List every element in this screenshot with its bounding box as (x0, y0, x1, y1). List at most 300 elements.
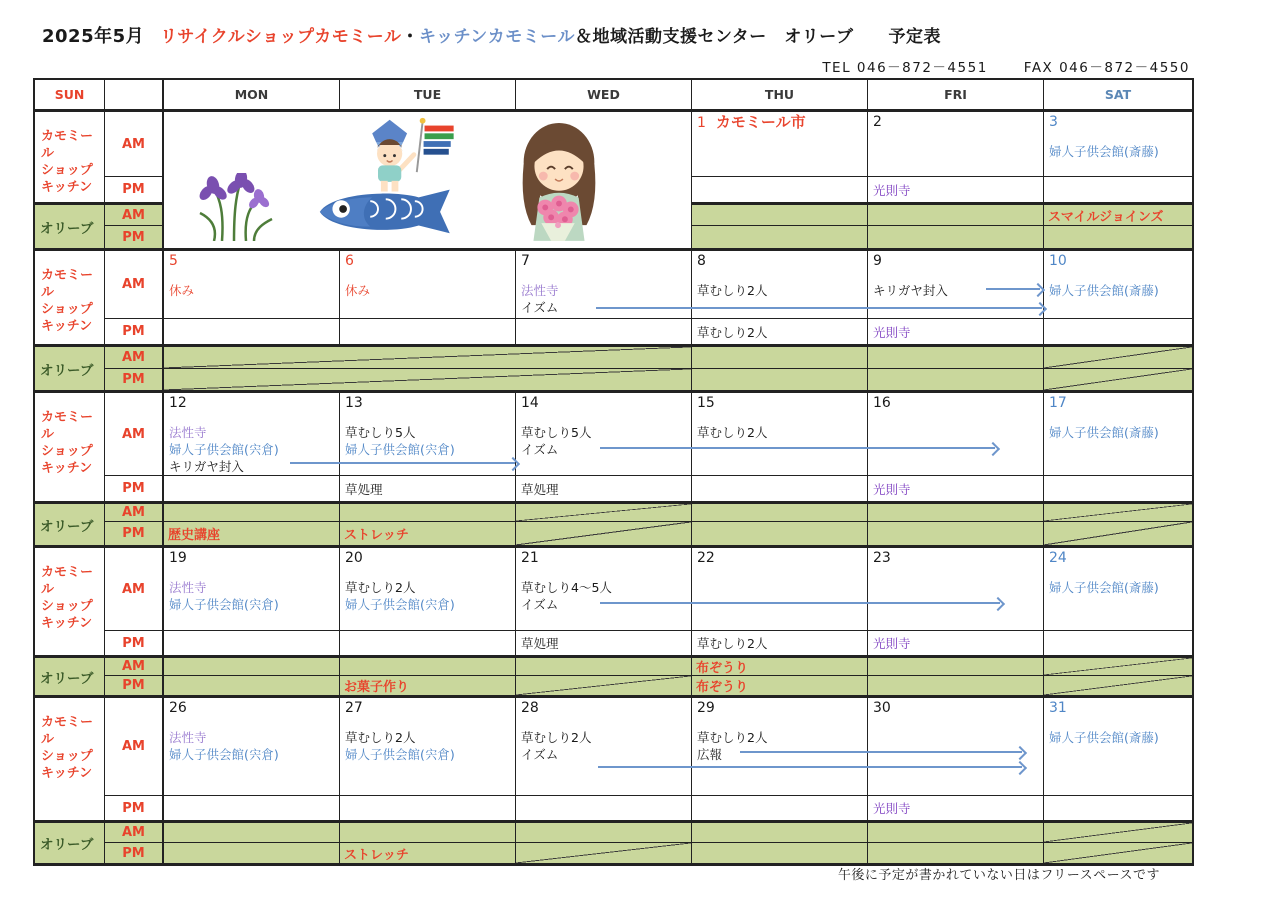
cell-thu-olive-am-w3 (692, 502, 868, 522)
header-mon (164, 80, 340, 110)
shop-label-line: キッチン (41, 766, 93, 781)
title-segment: ・ (401, 27, 419, 47)
row-label-olive (35, 656, 105, 696)
am-entries (340, 270, 515, 299)
cell-thu-olive-pm-w4 (692, 676, 868, 696)
cell-fri-am-w4 (868, 546, 1044, 631)
am-entries (692, 270, 867, 299)
continuation-arrow (986, 288, 1040, 290)
am-entries (1044, 131, 1192, 160)
cell-mon-olive-pm-w3 (164, 522, 340, 546)
row-pm-label (105, 369, 164, 391)
cell-sat-am-w4 (1044, 546, 1192, 631)
cell-tue-olive-pm-w3 (340, 522, 516, 546)
am-entries (340, 717, 515, 763)
cell-tue-am-w5 (340, 696, 516, 796)
cell-wed-am-w5 (516, 696, 692, 796)
date-line (340, 251, 515, 270)
cell-tue-pm-w4 (340, 631, 516, 656)
cell-fri-am-w1 (868, 110, 1044, 177)
am-entries (1044, 717, 1192, 746)
row-label-shop (35, 110, 105, 203)
ampm-label-text: PM (122, 229, 145, 245)
header-ampm-blank (105, 80, 164, 110)
ampm-label-text: PM (122, 635, 145, 651)
am-entries (340, 412, 515, 458)
cell-thu-pm-w4 (692, 631, 868, 656)
continuation-arrow (290, 462, 515, 464)
cell-sat-olive-am-w3 (1044, 502, 1192, 522)
cell-fri-pm-w1 (868, 177, 1044, 203)
ampm-label-text: AM (122, 505, 145, 520)
cell-fri-olive-am-w4 (868, 656, 1044, 676)
cell-wed-olive-pm-w5 (516, 843, 692, 864)
date-number: 16 (873, 395, 891, 411)
cell-fri-am-w3 (868, 391, 1044, 476)
schedule-entry: 草むしり2人 (697, 425, 768, 440)
schedule-entry: 婦人子供会館(宍倉) (169, 442, 279, 457)
cell-mon-am-w5 (164, 696, 340, 796)
cell-mon-olive-am-w5 (164, 821, 340, 843)
date-number: 15 (697, 395, 715, 411)
cell-wed-pm-w2 (516, 319, 692, 345)
cell-thu-olive-pm-w5 (692, 843, 868, 864)
schedule-entry: キリガヤ封入 (169, 459, 244, 474)
am-entries (516, 717, 691, 763)
date-line (1044, 112, 1192, 131)
cell-tue-am-w4 (340, 546, 516, 631)
olive-label-text: オリーブ (40, 362, 94, 379)
continuation-arrow (598, 766, 1022, 768)
cell-thu-olive-am-w4 (692, 656, 868, 676)
cell-sat-am-w2 (1044, 249, 1192, 319)
cell-mon-olive-pm-w4 (164, 676, 340, 696)
olive-entry: お菓子作り (344, 680, 410, 695)
ampm-label-text: AM (122, 207, 145, 223)
cell-sat-olive-pm-w3 (1044, 522, 1192, 546)
shop-label-line: カモミール (41, 410, 94, 442)
date-number: 8 (697, 253, 706, 269)
schedule-entry: 草むしり5人 (521, 425, 592, 440)
shop-label-line: キッチン (41, 616, 93, 631)
schedule-entry: イズム (521, 747, 559, 762)
date-line (868, 251, 1043, 270)
koinobori-boy-illustration (314, 111, 474, 245)
olive-entry: ストレッチ (344, 528, 409, 543)
date-line (1044, 698, 1192, 717)
header-label: FRI (944, 87, 967, 102)
am-entries (1044, 270, 1192, 299)
header-label: MON (234, 87, 269, 102)
schedule-entry: 婦人子供会館(斎藤) (1049, 730, 1159, 745)
date-line (164, 548, 339, 567)
cell-thu-olive-pm-w1 (692, 226, 868, 249)
cell-tue-olive-pm-w5 (340, 843, 516, 864)
cell-wed-olive-pm-w4 (516, 676, 692, 696)
am-entries (340, 567, 515, 613)
cell-wed-pm-w5 (516, 796, 692, 821)
cell-thu-pm-w5 (692, 796, 868, 821)
schedule-entry: 光則寺 (873, 636, 911, 651)
row-am-label (105, 821, 164, 843)
date-number: 2 (873, 114, 882, 130)
cell-sat-olive-pm-w4 (1044, 676, 1192, 696)
date-number: 27 (345, 700, 363, 716)
schedule-entry: 法性寺 (169, 425, 207, 440)
cell-fri-olive-pm-w3 (868, 522, 1044, 546)
continuation-arrow (600, 447, 995, 449)
olive-entry: ストレッチ (344, 847, 409, 863)
header-sun (35, 80, 105, 110)
cell-sat-pm-w3 (1044, 476, 1192, 502)
schedule-entry: 草むしり2人 (345, 730, 416, 745)
cell-fri-pm-w4 (868, 631, 1044, 656)
schedule-entry: 法性寺 (169, 730, 207, 745)
schedule-entry: 草むしり2人 (697, 730, 768, 745)
row-pm-label (105, 676, 164, 696)
date-line (868, 112, 1043, 131)
header-tue (340, 80, 516, 110)
date-number: 21 (521, 550, 539, 566)
date-number: 3 (1049, 114, 1058, 130)
row-label-shop (35, 696, 105, 821)
cell-fri-pm-w2 (868, 319, 1044, 345)
row-am-label (105, 345, 164, 369)
date-number: 5 (169, 253, 178, 269)
date-line (692, 112, 867, 132)
date-line (164, 393, 339, 412)
row-am-label (105, 696, 164, 796)
cell-sat-olive-am-w2 (1044, 345, 1192, 369)
header-wed (516, 80, 692, 110)
cell-mon-am-w2 (164, 249, 340, 319)
cell-sat-olive-pm-w1 (1044, 226, 1192, 249)
schedule-entry: 婦人子供会館(斎藤) (1049, 425, 1159, 440)
olive-entry: 歴史講座 (168, 528, 221, 543)
cell-wed-am-w3 (516, 391, 692, 476)
schedule-entry: 婦人子供会館(宍倉) (345, 442, 455, 457)
am-entries (516, 270, 691, 316)
header-label: SAT (1104, 87, 1132, 102)
date-number: 26 (169, 700, 187, 716)
row-label-olive (35, 345, 105, 391)
date-line (1044, 393, 1192, 412)
schedule-entry: 草むしり5人 (345, 425, 416, 440)
olive-label-text: オリーブ (40, 837, 94, 853)
row-pm-label (105, 843, 164, 864)
schedule-entry: 草むしり2人 (521, 730, 592, 745)
date-number: 13 (345, 395, 363, 411)
cell-sat-pm-w1 (1044, 177, 1192, 203)
cell-mon-pm-w5 (164, 796, 340, 821)
page-title (42, 22, 941, 48)
ampm-label-text: PM (122, 800, 145, 816)
title-segments (160, 27, 941, 47)
contact-info (822, 56, 1190, 76)
cell-fri-olive-pm-w4 (868, 676, 1044, 696)
cell-thu-pm-w1 (692, 177, 868, 203)
ampm-label-text: AM (122, 659, 145, 674)
schedule-entry: 法性寺 (521, 283, 559, 298)
date-line (516, 251, 691, 270)
am-entries (164, 412, 339, 475)
ampm-label-text: PM (122, 678, 145, 693)
schedule-entry: 婦人子供会館(宍倉) (345, 597, 455, 612)
ampm-label-text: PM (122, 182, 145, 197)
header-label: WED (587, 87, 620, 102)
date-line (692, 251, 867, 270)
title-segment: キッチンカモミール (418, 27, 575, 47)
fax-number: FAX 046－872－4550 (1023, 60, 1190, 76)
cell-sat-am-w1 (1044, 110, 1192, 177)
cell-fri-olive-pm-w2 (868, 369, 1044, 391)
date-number: 1 (697, 115, 706, 131)
cell-fri-pm-w3 (868, 476, 1044, 502)
date-number: 23 (873, 550, 891, 566)
ampm-label-text: AM (122, 739, 145, 754)
date-line (868, 548, 1043, 567)
ampm-label-text: AM (122, 136, 145, 152)
cell-wed-am-w4 (516, 546, 692, 631)
date-number: 10 (1049, 253, 1067, 269)
schedule-entry: 婦人子供会館(斎藤) (1049, 144, 1159, 159)
iris-flowers-illustration (184, 173, 284, 245)
schedule-entry: 草処理 (521, 636, 559, 651)
am-entries (516, 412, 691, 458)
schedule-entry: 光則寺 (873, 182, 911, 198)
olive-entry: 布ぞうり (696, 680, 749, 695)
row-am-label (105, 502, 164, 522)
date-number: 9 (873, 253, 882, 269)
date-number: 12 (169, 395, 187, 411)
schedule-entry: 草むしり2人 (697, 283, 768, 298)
ampm-label-text: AM (122, 825, 145, 840)
header-sat (1044, 80, 1192, 110)
ampm-label-text: PM (122, 481, 145, 496)
cell-tue-pm-w3 (340, 476, 516, 502)
cell-fri-olive-am-w5 (868, 821, 1044, 843)
schedule-entry: 草処理 (521, 481, 559, 497)
woman-bouquet-illustration (504, 113, 614, 245)
schedule-entry: キリガヤ封入 (873, 283, 948, 298)
row-am-label (105, 391, 164, 476)
date-line (164, 251, 339, 270)
schedule-entry: 婦人子供会館(斎藤) (1049, 580, 1159, 595)
row-am-label (105, 546, 164, 631)
cell-tue-olive-am-w4 (340, 656, 516, 676)
schedule-entry: 光則寺 (873, 324, 911, 340)
cell-mon-am-w4 (164, 546, 340, 631)
row-label-olive (35, 502, 105, 546)
am-entries (1044, 567, 1192, 596)
schedule-entry: 婦人子供会館(宍倉) (345, 747, 455, 762)
date-line (164, 698, 339, 717)
cell-sat-pm-w5 (1044, 796, 1192, 821)
olive-label-text: オリーブ (40, 518, 94, 535)
cell-tue-pm-w5 (340, 796, 516, 821)
cell-sat-am-w3 (1044, 391, 1192, 476)
ampm-label-text: AM (122, 581, 145, 597)
row-label-olive (35, 203, 105, 249)
schedule-entry: イズム (521, 442, 559, 457)
shop-label-line: ショップ (41, 444, 93, 459)
cell-thu-pm-w3 (692, 476, 868, 502)
header-fri (868, 80, 1044, 110)
shop-label-line: カモミール (41, 129, 94, 161)
tel-number: TEL 046－872－4551 (822, 60, 988, 76)
date-line (692, 548, 867, 567)
date-number: 14 (521, 395, 539, 411)
row-pm-label (105, 522, 164, 546)
continuation-arrow (740, 751, 1022, 753)
date-line (1044, 548, 1192, 567)
continuation-arrow (600, 602, 1000, 604)
cell-fri-am-w5 (868, 696, 1044, 796)
cell-fri-olive-am-w3 (868, 502, 1044, 522)
am-entries (1044, 412, 1192, 441)
ampm-label-text: PM (122, 372, 145, 387)
ampm-label-text: PM (122, 324, 145, 339)
ampm-label-text: AM (122, 426, 145, 442)
cell-thu-olive-pm-w3 (692, 522, 868, 546)
olive-entry: スマイルジョインズ (1048, 209, 1164, 225)
date-number: 28 (521, 700, 539, 716)
date-number: 24 (1049, 550, 1067, 566)
ampm-label-text: PM (122, 845, 145, 861)
row-pm-label (105, 476, 164, 502)
cell-sat-olive-am-w5 (1044, 821, 1192, 843)
date-line (340, 393, 515, 412)
cell-tue-olive-am-w5 (340, 821, 516, 843)
shop-label-line: カモミール (41, 565, 94, 597)
shop-label-line: ショップ (41, 749, 93, 764)
cell-thu-am-w5 (692, 696, 868, 796)
shop-label-line: カモミール (41, 268, 94, 300)
date-line (340, 548, 515, 567)
shop-label-line: ショップ (41, 163, 93, 178)
header-label: SUN (54, 87, 85, 102)
am-entries (516, 567, 691, 613)
continuation-arrow (596, 307, 1042, 309)
cell-sat-pm-w2 (1044, 319, 1192, 345)
cell-fri-olive-pm-w5 (868, 843, 1044, 864)
row-am-label (105, 656, 164, 676)
date-note: カモミール市 (715, 113, 806, 131)
cell-thu-am-w1 (692, 110, 868, 177)
olive-closed-span-pm (164, 369, 692, 391)
footer-note: 午後に予定が書かれていない日はフリースペースです (837, 868, 1160, 883)
row-pm-label (105, 631, 164, 656)
am-entries (164, 270, 339, 299)
ampm-label-text: AM (122, 277, 145, 292)
row-pm-label (105, 796, 164, 821)
olive-label-text: オリーブ (40, 670, 94, 687)
row-pm-label (105, 177, 164, 203)
header-label: TUE (413, 87, 442, 102)
date-line (868, 393, 1043, 412)
cell-sat-olive-am-w1 (1044, 203, 1192, 226)
cell-mon-pm-w2 (164, 319, 340, 345)
schedule-entry: 草むしり2人 (345, 580, 416, 595)
schedule-entry: 法性寺 (169, 580, 207, 595)
row-am-label (105, 203, 164, 226)
date-line (692, 393, 867, 412)
cell-mon-olive-pm-w5 (164, 843, 340, 864)
cell-thu-am-w3 (692, 391, 868, 476)
date-line (516, 393, 691, 412)
cell-sat-am-w5 (1044, 696, 1192, 796)
cell-fri-olive-am-w2 (868, 345, 1044, 369)
shop-label-line: カモミール (41, 715, 94, 747)
date-line (868, 698, 1043, 717)
row-pm-label (105, 319, 164, 345)
olive-entry: 布ぞうり (696, 661, 749, 676)
row-am-label (105, 110, 164, 177)
schedule-entry: 婦人子供会館(斎藤) (1049, 283, 1159, 298)
row-label-shop (35, 391, 105, 502)
date-line (516, 548, 691, 567)
row-label-shop (35, 249, 105, 345)
cell-tue-olive-am-w3 (340, 502, 516, 522)
date-number: 7 (521, 253, 530, 269)
schedule-entry: 草むしり2人 (697, 324, 768, 340)
cell-mon-olive-am-w4 (164, 656, 340, 676)
row-pm-label (105, 226, 164, 249)
am-entries (692, 412, 867, 441)
date-line (516, 698, 691, 717)
shop-label-line: キッチン (41, 180, 93, 195)
date-number: 19 (169, 550, 187, 566)
header-label: THU (764, 87, 795, 102)
date-number: 22 (697, 550, 715, 566)
cell-thu-olive-am-w2 (692, 345, 868, 369)
cell-wed-pm-w3 (516, 476, 692, 502)
date-line (692, 698, 867, 717)
cell-thu-pm-w2 (692, 319, 868, 345)
header-thu (692, 80, 868, 110)
cell-wed-olive-am-w5 (516, 821, 692, 843)
ampm-label-text: AM (122, 350, 145, 365)
cell-fri-olive-pm-w1 (868, 226, 1044, 249)
row-label-shop (35, 546, 105, 656)
schedule-entry: 光則寺 (873, 481, 911, 497)
schedule-entry: 草むしり2人 (697, 636, 768, 651)
date-line (1044, 251, 1192, 270)
am-entries (692, 717, 867, 763)
shop-label-line: ショップ (41, 302, 93, 317)
date-line (340, 698, 515, 717)
ampm-label-text: PM (122, 526, 145, 541)
cell-thu-olive-am-w1 (692, 203, 868, 226)
date-number: 17 (1049, 395, 1067, 411)
schedule-entry: 休み (169, 283, 195, 298)
cell-sat-olive-pm-w5 (1044, 843, 1192, 864)
olive-label-text: オリーブ (40, 220, 94, 237)
schedule-entry: 婦人子供会館(宍倉) (169, 747, 279, 762)
cell-mon-olive-am-w3 (164, 502, 340, 522)
cell-tue-olive-pm-w4 (340, 676, 516, 696)
olive-closed-span-am (164, 345, 692, 369)
shop-label-line: キッチン (41, 461, 93, 476)
schedule-entry: イズム (521, 597, 559, 612)
title-segment: リサイクルショップカモミール (160, 27, 402, 47)
cell-tue-am-w2 (340, 249, 516, 319)
row-am-label (105, 249, 164, 319)
cell-mon-pm-w3 (164, 476, 340, 502)
title-segment: ＆地域活動支援センター オリーブ 予定表 (574, 27, 941, 47)
schedule-entry: 休み (345, 283, 371, 298)
shop-label-line: ショップ (41, 599, 93, 614)
